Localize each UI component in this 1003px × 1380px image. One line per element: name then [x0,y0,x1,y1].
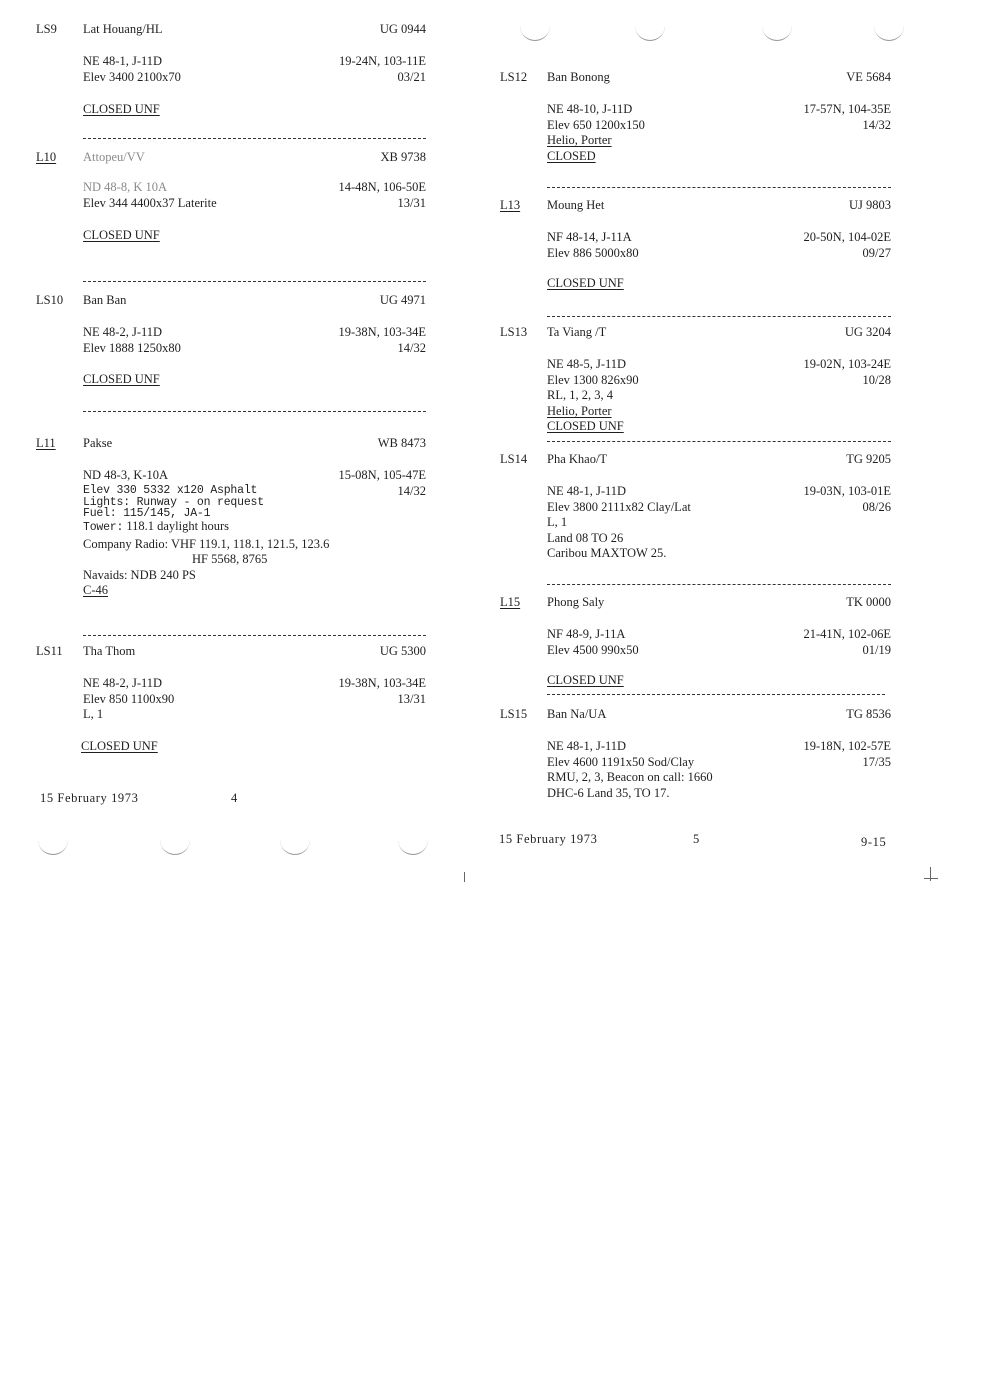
airfield-name: Ta Viang /T [547,325,607,339]
airfield-details [547,230,639,261]
detail-line: L, 1 [83,707,104,721]
status-label: CLOSED UNF [81,739,158,753]
detail-line: NE 48-2, J-11D [83,325,163,339]
detail-line: C-46 [83,583,108,597]
detail-line: CLOSED [547,148,596,163]
binder-hole-mark [398,840,428,855]
airfield-code: L10 [36,150,57,164]
grid-reference: UG 3204 [844,325,891,339]
footer-page-number: 4 [231,791,238,805]
airfield-name: Tha Thom [83,644,136,658]
detail-line: Company Radio: VHF 119.1, 118.1, 121.5, 123.6 [83,536,330,551]
airfield-name: Ban Ban [83,293,127,307]
airfield-details [547,357,639,435]
lat-long: 14-48N, 106-50E [338,180,426,194]
status-label: CLOSED UNF [83,102,160,116]
grid-reference: VE 5684 [846,70,891,84]
detail-line: L, 1 [547,515,568,529]
left-page [0,0,470,890]
detail-line: NF 48-9, J-11A [547,627,626,641]
detail-line: Elev 1888 1250x80 [83,340,181,355]
airfield-code: LS13 [500,325,528,339]
airfield-details [547,627,639,658]
airfield-details [83,54,181,85]
detail-line: Elev 4500 990x50 [547,642,639,657]
separator-line [547,694,885,695]
runway-heading: 13/31 [397,691,426,706]
runway-heading: 14/32 [397,483,426,498]
detail-line: Caribou MAXTOW 25. [547,546,667,560]
grid-reference: TG 9205 [846,452,891,466]
airfield-code: L13 [500,198,521,212]
detail-line: RMU, 2, 3, Beacon on call: 1660 [547,770,713,784]
grid-reference: UG 5300 [379,644,426,658]
right-page [470,0,1003,890]
airfield-code: LS15 [500,707,528,721]
detail-line: HF 5568, 8765 [192,552,268,566]
status-label: CLOSED UNF [83,372,160,386]
coordinates [804,739,892,770]
separator-line [83,138,426,139]
airfield-details [83,180,217,211]
detail-line: Helio, Porter [547,403,612,418]
airfield-details [547,739,713,801]
lat-long: 21-41N, 102-06E [803,627,891,641]
coordinates [804,484,892,515]
airfield-name: Ban Bonong [547,70,610,84]
binder-hole-mark [762,26,792,41]
coordinates [339,54,426,85]
detail-line: NE 48-10, J-11D [547,102,633,116]
separator-line [547,584,891,585]
airfield-details [83,468,329,599]
separator-line [547,187,891,188]
airfield-code: LS10 [36,293,64,307]
binder-hole-mark [160,840,190,855]
lat-long: 19-24N, 103-11E [338,54,426,68]
lat-long: 15-08N, 105-47E [338,468,426,482]
coordinates [339,180,427,211]
detail-line: CLOSED UNF [547,419,624,433]
coordinates [339,468,427,499]
detail-line: NE 48-5, J-11D [547,357,627,371]
detail-line: Navaids: NDB 240 PS [83,567,196,582]
grid-reference: UG 4971 [379,293,426,307]
detail-line: NF 48-14, J-11A [547,230,632,244]
grid-reference: XB 9738 [380,150,426,164]
coordinates [339,325,427,356]
runway-heading: 14/32 [397,340,426,355]
grid-reference: TK 0000 [846,595,891,609]
coordinates [339,676,427,707]
grid-reference: UJ 9803 [848,198,891,212]
detail-line: Elev 1300 826x90 [547,372,639,387]
runway-heading: 01/19 [862,642,891,657]
coordinates [804,627,892,658]
detail-line: Lights: Runway - on request [83,495,264,509]
airfield-code: L11 [36,436,56,450]
separator-line [83,411,426,412]
binder-hole-mark [280,840,310,855]
binder-hole-mark [635,26,665,41]
lat-long: 19-03N, 103-01E [803,484,891,498]
footer-section-number: 9-15 [861,835,887,849]
runway-heading: 03/21 [397,69,426,84]
separator-line [83,281,426,282]
airfield-name: Phong Saly [547,595,605,609]
airfield-code: L15 [500,595,521,609]
detail-line: Elev 3400 2100x70 [83,69,181,84]
detail-line: Tower: 118.1 daylight hours [83,518,229,534]
airfield-code: LS9 [36,22,57,36]
lat-long: 19-18N, 102-57E [803,739,891,753]
detail-line: ND 48-8, K 10A [83,180,168,194]
airfield-name: Pha Khao/T [547,452,608,466]
coordinates [804,357,892,388]
detail-line: ND 48-3, K-10A [83,468,169,482]
lat-long: 20-50N, 104-02E [803,230,891,244]
airfield-name: Lat Houang/HL [83,22,163,36]
binder-hole-mark [38,840,68,855]
runway-heading: 14/32 [862,117,891,132]
detail-line: Elev 850 1100x90 [83,691,175,706]
airfield-code: LS11 [36,644,63,658]
runway-heading: 09/27 [862,245,891,260]
detail-line: Elev 344 4400x37 Laterite [83,195,217,210]
separator-line [83,635,426,636]
airfield-details [83,676,174,723]
status-label: CLOSED UNF [547,276,624,290]
detail-line: NE 48-1, J-11D [83,54,163,68]
footer-page-number: 5 [693,832,700,846]
coordinates [804,102,892,133]
detail-line: Land 08 TO 26 [547,530,624,545]
airfield-details [547,102,645,164]
runway-heading: 10/28 [862,372,891,387]
page-edge-mark [464,872,465,882]
detail-line: NE 48-1, J-11D [547,739,627,753]
lat-long: 19-38N, 103-34E [338,325,426,339]
airfield-name: Attopeu/VV [83,150,145,164]
airfield-name: Ban Na/UA [547,707,607,721]
detail-line: NE 48-2, J-11D [83,676,163,690]
detail-line: Helio, Porter [547,133,612,147]
binder-hole-mark [520,26,550,41]
runway-heading: 17/35 [862,754,891,769]
detail-line: Elev 330 5332 x120 Asphalt [83,483,258,497]
airfield-name: Pakse [83,436,113,450]
airfield-details [83,325,181,356]
crop-mark [924,878,938,879]
lat-long: 19-38N, 103-34E [338,676,426,690]
detail-line: Elev 3800 2111x82 Clay/Lat [547,499,691,514]
separator-line [547,441,891,442]
grid-reference: UG 0944 [379,22,426,36]
detail-line: Elev 886 5000x80 [547,245,639,260]
airfield-name: Moung Het [547,198,605,212]
detail-line: Elev 4600 1191x50 Sod/Clay [547,754,695,769]
separator-line [547,316,891,317]
grid-reference: TG 8536 [846,707,891,721]
tower-text: 118.1 daylight hours [126,518,229,533]
footer-date: 15 February 1973 [40,791,139,805]
airfield-code: LS14 [500,452,528,466]
footer-date: 15 February 1973 [499,832,598,846]
binder-hole-mark [874,26,904,41]
detail-line: NE 48-1, J-11D [547,484,627,498]
coordinates [804,230,892,261]
lat-long: 19-02N, 103-24E [803,357,891,371]
lat-long: 17-57N, 104-35E [803,102,891,116]
detail-line: RL, 1, 2, 3, 4 [547,388,613,402]
airfield-details [547,484,691,562]
airfield-code: LS12 [500,70,528,84]
detail-line: DHC-6 Land 35, TO 17. [547,785,670,800]
detail-line: Fuel: 115/145, JA-1 [83,506,211,520]
status-label: CLOSED UNF [547,673,624,687]
runway-heading: 08/26 [862,499,891,514]
detail-line: Elev 650 1200x150 [547,117,645,132]
runway-heading: 13/31 [397,195,426,210]
grid-reference: WB 8473 [377,436,426,450]
status-label: CLOSED UNF [83,228,160,242]
